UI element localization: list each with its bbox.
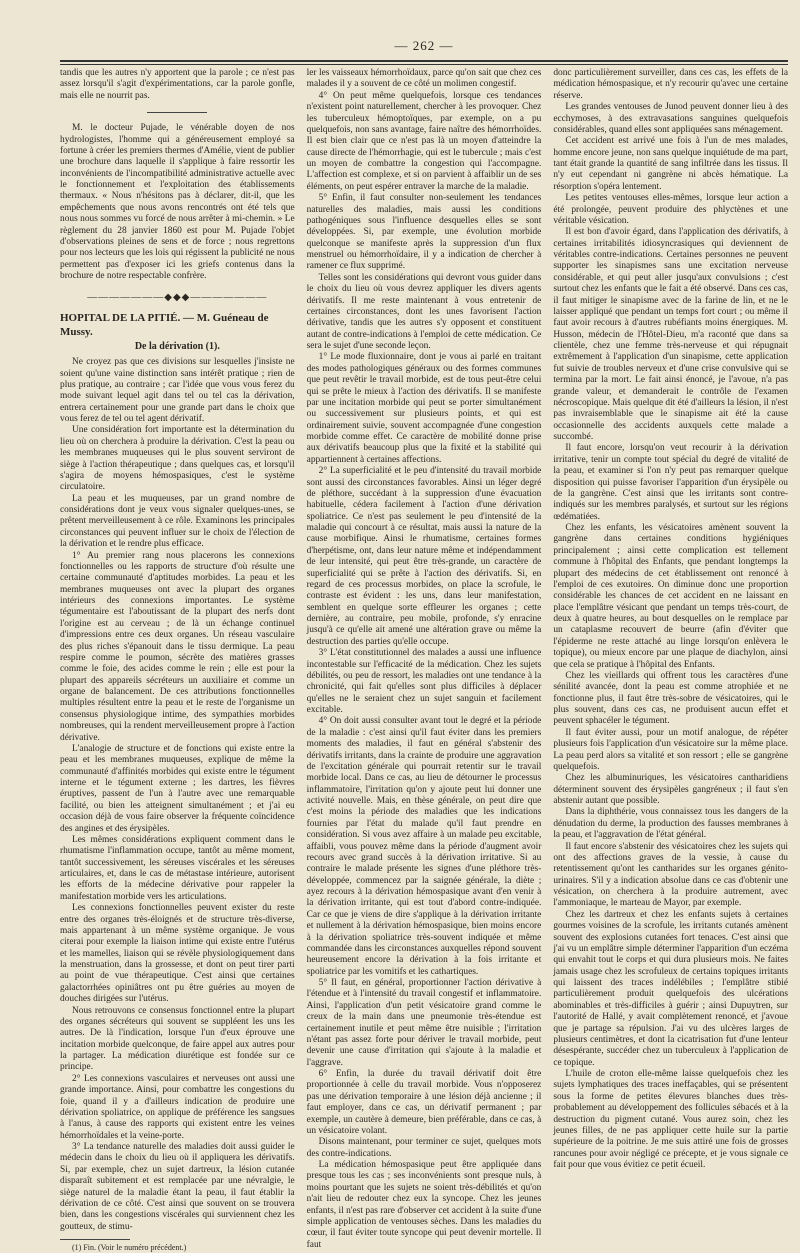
paragraph: Dans la diphthérie, vous connaissez tous les dangers de la dénudation du derme, la production des fausses membranes à la peau, et l'aggravation de l'état général. — [553, 807, 788, 841]
separator-rule — [147, 112, 207, 113]
header-rule — [60, 60, 788, 65]
paragraph: 1° Le mode fluxionnaire, dont je vous ai parlé en traitant des modes pathologiques généraux ou des formes communes que peut revêtir le travail morbide, est de tous peut-être celui qui se prête le mieux à l'action des dérivatifs. Il se manifeste par une incitation morbide qui peut se porter simultanément ou successivement sur plusieurs points, et qui est ordinairement suivie, souvent accompagnée d'une congestion morbide comme effet. Ce caractère de mobilité donne prise aux dérivatifs beaucoup plus que la fixité et la stabilité qui appartiennent à certaines affections. — [306, 352, 542, 465]
footnote: (1) Fin. (Voir le numéro précédent.) — [72, 1243, 187, 1253]
paragraph: 2° Les connexions vasculaires et nerveuses ont aussi une grande importance. Ainsi, pour combattre les congestions du foie, quand il y a d'ailleurs indication de produire une dérivation spoliatrice, on applique de préférence les sangsues à l'anus, à cause des rapports qui existent entre les veines hémorrhoïdales et la veine-porte. — [60, 1073, 295, 1141]
paragraph: tandis que les autres n'y apportent que la parole ; ce n'est pas assez lorsqu'il s'agit d'expérimentations, car la parole gonfle, mais elle ne nourrit pas. — [60, 68, 295, 101]
paragraph: Il est bon d'avoir égard, dans l'application des dérivatifs, à certaines irritabilités idiosyncrasiques qui deviennent de véritables contre-indications. Certaines personnes ne peuvent supporter les sinapismes sans une excitation nerveuse considérable, et qui peut aller jusqu'aux convulsions ; c'est surtout chez les enfants que le fait a été observé. Dans ces cas, il faut mitiger le sinapisme avec de la farine de lin, et ne le laisser appliqué que pendant un temps fort court ; ou même il faut avoir recours à d'autres rubéfiants moins énergiques. M. Husson, médecin de l'Hôtel-Dieu, m'a raconté que dans sa clientèle, chez une femme très-nerveuse et qui répugnait extrêmement à l'application d'un sinapisme, cette application fut suivie de troubles nerveux et d'une crise convulsive qui se termina par la mort. Le fait ainsi énoncé, je l'avoue, n'a pas grande valeur, et demanderait le contrôle de l'examen nécroscopique. Mais quelque dit été d'ailleurs la lésion, il n'est pas invraisemblable que le sinapisme ait été la cause occasionnelle des accidents auxquels cette malade a succombé. — [553, 227, 788, 442]
paragraph: L'huile de croton elle-même laisse quelquefois chez les sujets lymphatiques des traces ineffaçables, qui se présentent sous la forme de petites élevures blanches dues très-probablement au développement des follicules sébacés et à la destruction du pigment cutané. Vous aurez soin, chez les jeunes filles, de ne pas appliquer cette huile sur la partie supérieure de la poitrine. Je me suis attiré une fois de grosses rancunes pour avoir négligé ce précepte, et je vous signale ce fait pour que vous évitiez ce petit écueil. — [553, 1069, 788, 1170]
paragraph: Chez les enfants, les vésicatoires amènent souvent la gangrène dans certaines conditions hygiéniques principalement ; ainsi cette complication est tellement commune à l'hôpital des Enfants, que pendant longtemps la plupart des médecins de cet établissement ont renoncé à l'emploi de ces exutoires. On diminue donc une proportion considérable les chances de cet accident en ne laissant en place l'emplâtre vésicant que pendant un temps très-court, de deux à quatre heures, au bout desquelles on le remplace par un cataplasme recouvert de beurre (afin d'éviter que l'épiderme ne reste attaché au linge lorsqu'on enlèvera le topique), ou mieux encore par une plaque de diachylon, ainsi que cela se pratique à l'hôpital des Enfants. — [553, 523, 788, 670]
article-title: HOPITAL DE LA PITIÉ. — M. Guéneau de Mussy. — [60, 312, 269, 338]
paragraph: La médication hémospasique peut être appliquée dans presque tous les cas ; ses inconvénients sont presque nuls, à moins pourtant que les sujets ne soient très-débilités et qu'on n'ait lieu de redouter chez eux la syncope. Chez les jeunes enfants, il n'est pas rare d'observer cet accident à la suite d'une simple application de ventouses sèches. Dans les maladies du cœur, il faut éviter toute syncope qui peut devenir mortelle. Il faut — [306, 1160, 542, 1250]
paragraph: 3° La tendance naturelle des maladies doit aussi guider le médecin dans le choix du lieu où il appliquera les dérivatifs. Si, par exemple, chez un sujet dartreux, la lésion cutanée disparaît subitement et est remplacée par une névralgie, le siège naturel de la maladie étant la peau, il faut établir la dérivation de ce côté. C'est ainsi que souvent on se trouvera bien, dans les congestions viscérales qui surviennent chez les goutteux, de stimu- — [60, 1142, 295, 1232]
column-2 — [307, 68, 542, 1253]
article-subtitle: De la dérivation (1). — [134, 341, 220, 353]
paragraph: Les connexions fonctionnelles peuvent exister du reste entre des organes très-éloignés et de structure très-diverse, mais appartenant à un même système organique. Je vous citerai pour exemple la liaison intime qui existe entre l'utérus et les mamelles, liaison qui se révèle physiologiquement dans la menstruation, dans la grossesse, et dont on peut tirer parti au point de vue thérapeutique. C'est ainsi que certaines galactorrhées opiniâtres ont pu être guéries au moyen de douches dirigées sur l'utérus. — [60, 903, 295, 1005]
paragraph: 2° La superficialité et le peu d'intensité du travail morbide sont aussi des circonstances favorables. Ainsi un léger degré de pléthore, succédant à la suppression d'une évacuation habituelle, cédera facilement à l'action d'une dérivation spoliatrice. Ce n'est pas seulement le peu d'intensité de la maladie qui concourt à ce résultat, mais aussi la nature de la cause morbifique. Ainsi le rhumatisme, certaines formes d'herpétisme, ont, dans leur nature même et indépendamment de leur intensité, qui peut être très-grande, un caractère de superficialité qui se prête à l'action des dérivatifs. Si, en regard de ces processus morbides, on place la scrofule, le contraste est évident : les uns, dans leur manifestation, semblent en quelque sorte effleurer les organes ; cette dernière, au contraire, peu mobile, profonde, s'y enracine jusqu'à ce qu'elle ait amené une altération grave ou même la destruction des parties qu'elle occupe. — [306, 466, 542, 647]
paragraph: 4° On doit aussi consulter avant tout le degré et la période de la maladie : c'est ainsi qu'il faut éviter dans les premiers moments des maladies, il faut en général s'abstenir des dérivatifs irritants, dans la crainte de produire une aggravation de l'excitation générale qui pourrait retentir sur le travail morbide local. Dans ce cas, au lieu de détourner le processus inflammatoire, l'irritation qu'on y ajoute peut lui donner une activité nouvelle. Mais, en thèse générale, on peut dire que c'est moins la période des maladies que les indications fournies par l'état du malade qu'il faut prendre en considération. Si vous avez affaire à un malade peu excitable, affaibli, vous pouvez même dans la période d'augment avoir recours avec grand succès à la dérivation irritative. Si au contraire le malade présente les signes d'une pléthore très-développée, commencez par la saignée générale, la diète ; ayez recours à la dérivation hémospasique avant d'en venir à la dérivation irritante, qui est tout d'abord contre-indiquée. Car ce que je viens de dire s'applique à la dérivation irritante et nullement à la dérivation hémospasique, bien moins encore à la dérivation spoliatrice très-souvent indiquée et même commandée dans les circonstances auxquelles répond souvent heureusement encore la dérivation à la fois irritante et spoliatrice par les vomitifs et les cathartiques. — [306, 716, 542, 977]
page-number-header: — 262 — — [394, 38, 454, 53]
paragraph: Ne croyez pas que ces divisions sur lesquelles j'insiste ne soient qu'une vaine distinction sans intérêt pratique ; rien de plus pratique, au contraire ; car l'idée que vous vous ferez du mode suivant lequel agit dans tel ou tel cas la dérivation, entrera certainement pour une grande part dans le choix que vous ferez de tel ou tel agent dérivatif. — [60, 357, 295, 425]
paragraph: 5° Il faut, en général, proportionner l'action dérivative à l'étendue et à l'intensité du travail congestif et inflammatoire. Ainsi, l'application d'un petit vésicatoire grand comme le creux de la main dans une pneumonie très-étendue est certainement inutile et peut même être nuisible ; l'irritation n'étant pas assez forte pour dériver le travail morbide, peut devenir une cause d'irritation qui s'ajoute à la maladie et l'aggrave. — [306, 978, 542, 1068]
ornament-separator: ———————◆◆◆——————— — [87, 292, 268, 304]
paragraph: 1° Au premier rang nous placerons les connexions fonctionnelles ou les rapports de structure d'où résulte une certaine communauté d'aptitudes morbides. La peau et les membranes muqueuses ont avec la plupart des organes intérieurs des connexions importantes. Le système tégumentaire est l'aboutissant de la plupart des nerfs dont l'origine est au cerveau ; de là un échange continuel d'impressions entre ces deux organes. Un réseau vasculaire des plus riches s'épanouit dans le tissu dermique. La peau respire comme le poumon, sécrète des matières grasses comme le foie, des acides comme le rein ; elle est pour la plupart des appareils sécréteurs un auxiliaire et comme un organe de balancement. De ces attributions fonctionnelles multiples résultent entre la peau et le reste de l'organisme un consensus physiologique intime, des sympathies morbides nombreuses, qui la rendent merveilleusement propre à l'action dérivative. — [60, 550, 295, 743]
paragraph: Il faut encore, lorsqu'on veut recourir à la dérivation irritative, tenir un compte tout spécial du degré de vitalité de la peau, et examiner si l'on n'y peut pas remarquer quelque disposition qui puisse favoriser l'apparition d'un érysipèle ou de la gangrène. C'est ainsi que les irritants sont contre-indiqués sur les membres paralysés, et surtout sur les régions œdématiées. — [553, 443, 788, 522]
paragraph: L'analogie de structure et de fonctions qui existe entre la peau et les membranes muqueuses, explique de même la communauté d'affinités morbides qui existe entre le tégument interne et le tégument externe ; les dartres, les fièvres éruptives, passent de l'un à l'autre avec une remarquable facilité, ou bien les atteignent simultanément ; et j'ai eu occasion déjà de vous faire observer la fréquente coïncidence des angines et des érysipèles. — [60, 743, 295, 834]
text-columns — [60, 68, 788, 1253]
paragraph: Telles sont les considérations qui devront vous guider dans le choix du lieu où vous devrez appliquer les divers agents dérivatifs. Il me reste maintenant à vous entretenir de certaines circonstances, dont les unes favorisent l'action dérivative, tandis que les autres s'y opposent et constituent autant de contre-indications à l'emploi de cette médication. Ce sera le sujet d'une seconde leçon. — [306, 272, 542, 351]
paragraph: Cet accident est arrivé une fois à l'un de mes malades, homme encore jeune, non sans quelque inquiétude de ma part, tant était grande la quantité de sang infiltrée dans les tissus. Il n'y eut cependant ni gangrène ni abcès hématique. La résorption s'opéra lentement. — [553, 136, 788, 192]
paragraph: Chez les albuminuriques, les vésicatoires cantharidiens déterminent souvent des érysipèles gangréneux ; il faut s'en abstenir autant que possible. — [553, 773, 788, 806]
paragraph: Disons maintenant, pour terminer ce sujet, quelques mots des contre-indications. — [306, 1137, 542, 1159]
column-3 — [553, 68, 788, 1253]
paragraph: 5° Enfin, il faut consulter non-seulement les tendances naturelles des maladies, mais aussi les conditions pathogéniques sous l'influence desquelles elles se sont développées. Si, par exemple, une évolution morbide quelconque se manifeste après la suppression d'un flux menstruel ou hémorrhoïdaire, il y a indication de chercher à ramener ce flux supprimé. — [306, 193, 542, 272]
column-1 — [60, 68, 295, 1253]
paragraph: Chez les vieillards qui offrent tous les caractères d'une sénilité avancée, dont la peau est comme atrophiée et ne fonctionne plus, il faut être très-sobre de vésicatoires, qui le plus souvent, dans ces cas, ne produisent aucun effet et peuvent sphacéler le tégument. — [553, 670, 788, 727]
paragraph: Une considération fort importante est la détermination du lieu où on cherchera à produire la dérivation. C'est la peau ou les membranes muqueuses qui le plus souvent serviront de siège à l'action thérapeutique ; dans quelques cas, et lorsqu'il s'agira de moyens hémospasiques, c'est le système circulatoire. — [60, 425, 295, 493]
paragraph: donc particulièrement surveiller, dans ces cas, les effets de la médication hémospasique, et n'y recourir qu'avec une certaine réserve. — [553, 68, 788, 101]
paragraph: 3° L'état constitutionnel des malades a aussi une influence incontestable sur l'efficacité de la médication. Chez les sujets débilités, ou peu de ressort, les maladies ont une tendance à la chronicité, qui fait qu'elles sont plus difficiles à déplacer qu'elles ne le seraient chez un sujet sanguin et facilement excitable. — [306, 648, 542, 715]
paragraph: Nous retrouvons ce consensus fonctionnel entre la plupart des organes sécréteurs qui souvent se suppléent les uns les autres. De là l'indication, lorsque l'un d'eux éprouve une incitation morbide quelconque, de faire appel aux autres pour la partager. La médication diurétique est fondée sur ce principe. — [60, 1005, 295, 1073]
paragraph: Il faut éviter aussi, pour un motif analogue, de répéter plusieurs fois l'application d'un vésicatoire sur la même place. La peau perd alors sa vitalité et son ressort ; elle se gangrène quelquefois. — [553, 727, 788, 772]
paragraph: Les mêmes considérations expliquent comment dans le rhumatisme l'inflammation occupe, tantôt au même moment, tantôt successivement, les séreuses viscérales et les séreuses articulaires, et, dans le cas de métastase intérieure, autorisent les efforts de la médecine dérivative pour rappeler la manifestation morbide vers les articulations. — [60, 834, 295, 902]
paragraph: 4° On peut même quelquefois, lorsque ces tendances n'existent point naturellement, chercher à les provoquer. Chez les tuberculeux hémoptoïques, par exemple, on a pu quelquefois, non sans avantage, faire naître des hémorrhoïdes. Il est bien clair que ce n'est pas là un moyen d'atteindre la cause directe de l'hémorrhagie, qui est le tubercule ; mais c'est un moyen de combattre la congestion qui l'accompagne. L'affection est complexe, et si on parvient à affaiblir un de ses éléments, on peut espérer entraver la marche de la maladie. — [306, 90, 542, 192]
paragraph: M. le docteur Pujade, le vénérable doyen de nos hydrologistes, l'homme qui a généreusement employé sa fortune à créer les premiers thermes d'Amélie, vient de publier une brochure dans laquelle il s'applique à faire ressortir les inconvénients de l'incompatibilité administrative actuelle avec le fonctionnement et l'exploitation des établissements thermaux. « Nous n'hésitons pas à déclarer, dit-il, que les empêchements que nous avons rencontrés ont été tels que nous nous sommes vu forcé de nous arrêter à mi-chemin. » Le règlement du 28 janvier 1860 est pour M. Pujade l'objet d'observations pleines de sens et de force ; nous regrettons pour nos lecteurs que les lois qui régissent la publicité ne nous permettent pas d'exposer ici les griefs contenus dans la brochure de notre respectable confrère. — [60, 123, 295, 281]
paragraph: ler les vaisseaux hémorrhoïdaux, parce qu'on sait que chez ces malades il y a souvent de ce côté un molimen congestif. — [306, 68, 542, 90]
footnote-rule — [60, 1239, 130, 1240]
paragraph: Les grandes ventouses de Junod peuvent donner lieu à des ecchymoses, à des extravasations sanguines quelquefois considérables, quand elles sont appliquées sans ménagement. — [553, 102, 788, 135]
paragraph: Chez les dartreux et chez les enfants sujets à certaines gourmes voisines de la scrofule, les irritants cutanés amènent souvent des explosions cutanées fort tenaces. C'est ainsi que j'ai vu un emplâtre simple déterminer l'apparition d'un eczéma qui envahit tout le corps et qui dura plusieurs mois. Ne faites jamais usage chez les scrofuleux de certains topiques irritants qui laissent des traces indélébiles ; l'emplâtre stibié particulièrement produit quelquefois des ulcérations abominables et très-difficiles à guérir ; ainsi Dupuytren, sur l'autorité de Hallé, y avait complètement renoncé, et j'avoue que je partage sa répulsion. J'ai vu des ulcères larges de plusieurs centimètres, et dont la cicatrisation fut d'une lenteur désespérante, succéder chez un tuberculeux à l'application de ce topique. — [553, 909, 788, 1068]
paragraph: Les petites ventouses elles-mêmes, lorsque leur action a été prolongée, peuvent produire des phlyctènes et une véritable vésication. — [553, 193, 788, 226]
paragraph: 6° Enfin, la durée du travail dérivatif doit être proportionnée à celle du travail morbide. Vous n'opposerez pas une dérivation temporaire à une lésion déjà ancienne ; il faut employer, dans ce cas, un dérivatif permanent ; par exemple, un cautère à demeure, bien préférable, dans ce cas, à un vésicatoire volant. — [306, 1069, 542, 1136]
paragraph: La peau et les muqueuses, par un grand nombre de considérations dont je veux vous signaler quelques-unes, se prêtent merveilleusement à ce rôle. Examinons les principales circonstances qui peuvent influer sur le choix de l'élection de la dérivation et le rendre plus efficace. — [60, 493, 295, 550]
paragraph: Il faut encore s'abstenir des vésicatoires chez les sujets qui ont des affections graves de la vessie, à cause du retentissement qu'ont les cantharides sur les organes génito-urinaires. S'il y a indication absolue dans ce cas d'obtenir une vésication, on cherchera à la produire autrement, avec l'ammoniaque, le marteau de Mayor, par exemple. — [553, 841, 788, 909]
